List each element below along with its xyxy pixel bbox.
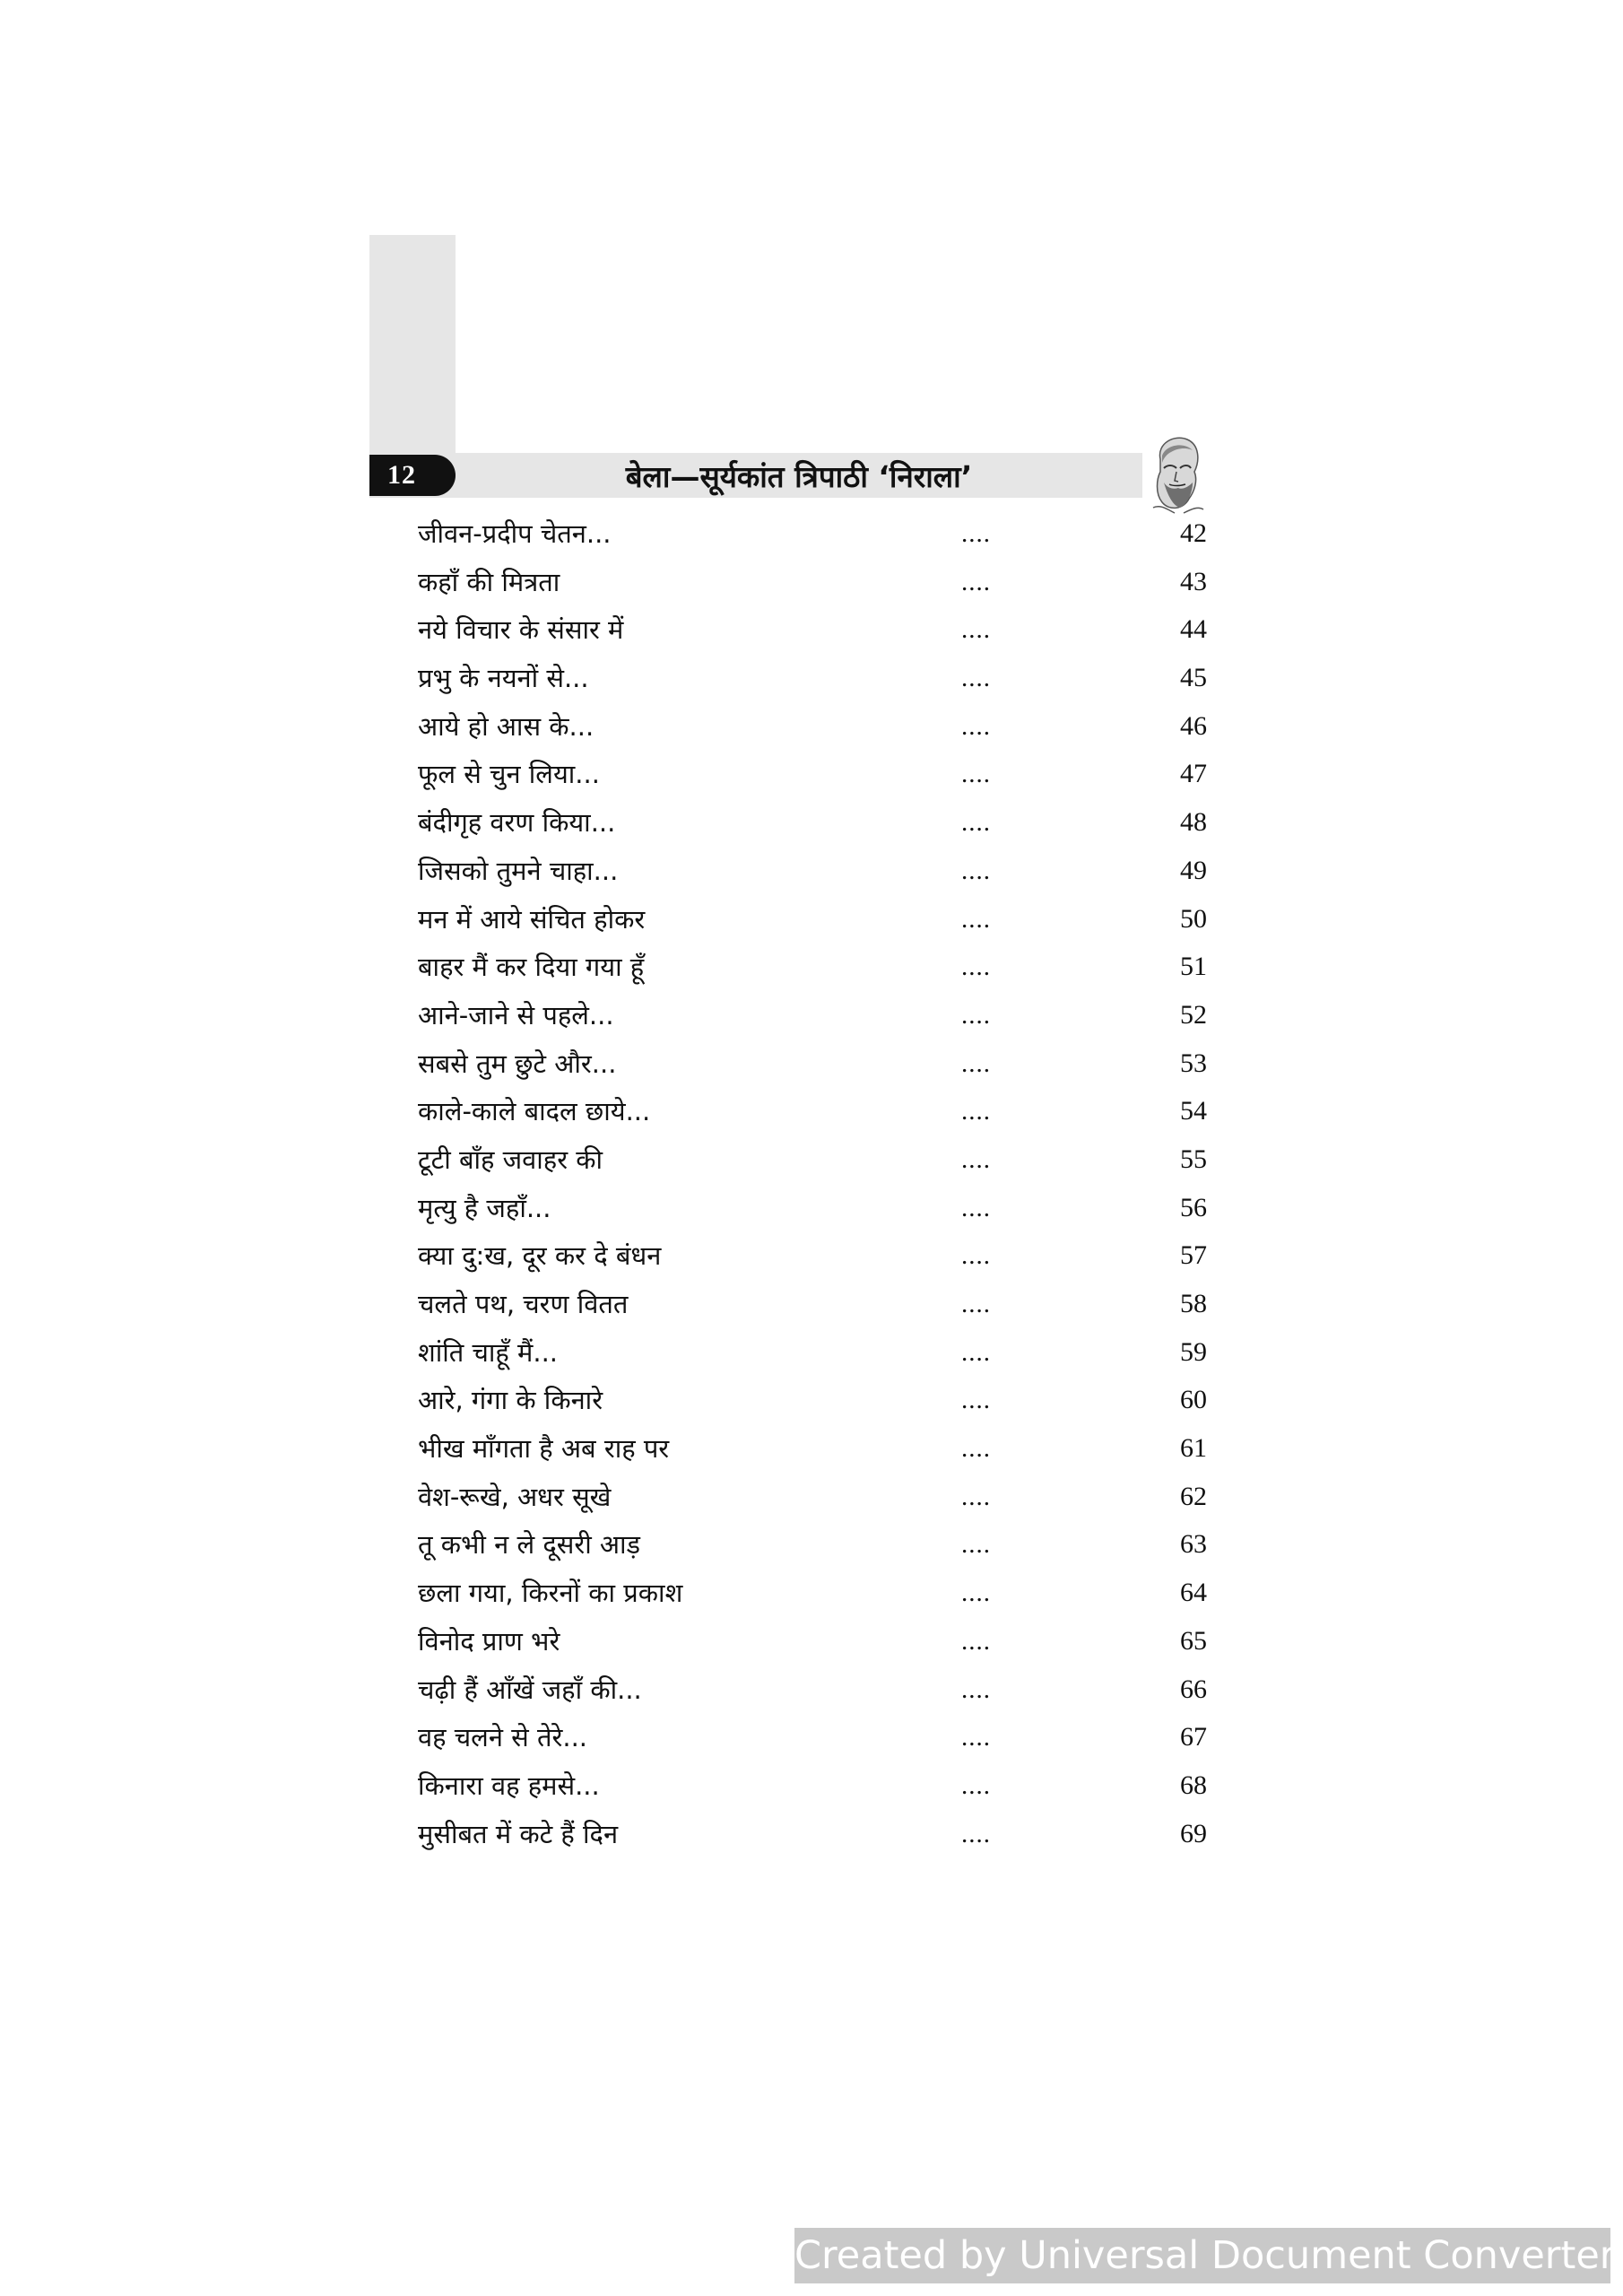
toc-row[interactable] [418,1763,1207,1812]
toc-row[interactable] [418,1041,1207,1090]
toc-leader: .... [961,1337,991,1367]
toc-title: मृत्यु है जहाँ... [418,1192,551,1223]
toc-page-number: 46 [1180,710,1207,741]
page-number: 12 [387,460,416,490]
toc-title: आरे, गंगा के किनारे [418,1385,603,1416]
toc-title: बाहर मैं कर दिया गया हूँ [418,952,645,983]
toc-title: सबसे तुम छुटे और... [418,1048,617,1079]
toc-page-number: 60 [1180,1385,1207,1415]
toc-page-number: 50 [1180,903,1207,934]
toc-row[interactable] [418,800,1207,848]
toc-row[interactable] [418,897,1207,945]
toc-leader: .... [961,1097,991,1126]
toc-row[interactable] [418,1474,1207,1523]
toc-page-number: 48 [1180,807,1207,838]
toc-leader: .... [961,1723,991,1752]
toc-row[interactable] [418,1715,1207,1763]
toc-page-number: 67 [1180,1722,1207,1752]
toc-leader: .... [961,1578,991,1608]
toc-row[interactable] [418,848,1207,897]
toc-title: शांति चाहूँ मैं... [418,1336,559,1368]
toc-page-number: 43 [1180,566,1207,596]
toc-title: छला गया, किरनों का प्रकाश [418,1578,683,1609]
toc-row[interactable] [418,993,1207,1041]
toc-leader: .... [961,664,991,693]
toc-row[interactable] [418,1233,1207,1282]
running-header-title: बेला—सूर्यकांत त्रिपाठी ‘निराला’ [625,458,973,494]
author-portrait-icon [1144,432,1207,515]
toc-page-number: 63 [1180,1529,1207,1560]
toc-row[interactable] [418,656,1207,704]
toc-row[interactable] [418,1667,1207,1716]
toc-page-number: 59 [1180,1336,1207,1367]
toc-page-number: 45 [1180,663,1207,693]
toc-leader: .... [961,1770,991,1800]
toc-leader: .... [961,856,991,885]
toc-title: आये हो आस के... [418,710,595,742]
converter-watermark: Created by Universal Document Converter [794,2228,1610,2283]
toc-title: भीख माँगता है अब राह पर [418,1433,670,1465]
toc-leader: .... [961,1000,991,1030]
toc-leader: .... [961,1386,991,1415]
toc-row[interactable] [418,1089,1207,1137]
toc-page-number: 47 [1180,759,1207,789]
toc-title: नये विचार के संसार में [418,614,624,646]
toc-title: वह चलने से तेरे... [418,1722,587,1753]
toc-row[interactable] [418,1426,1207,1474]
toc-page-number: 54 [1180,1096,1207,1126]
toc-page-number: 68 [1180,1770,1207,1800]
toc-title: चलते पथ, चरण वितत [418,1289,629,1319]
toc-leader: .... [961,1482,991,1511]
toc-leader: .... [961,519,991,548]
toc-page-number: 65 [1180,1625,1207,1656]
toc-page-number: 61 [1180,1433,1207,1464]
toc-row[interactable] [418,1812,1207,1860]
toc-page-number: 44 [1180,614,1207,645]
toc-title: जीवन-प्रदीप चेतन... [418,518,612,549]
toc-leader: .... [961,711,991,741]
toc-page-number: 62 [1180,1481,1207,1511]
toc-leader: .... [961,1290,991,1318]
toc-title: मुसीबत में कटे हैं दिन [418,1818,619,1849]
toc-row[interactable] [418,752,1207,800]
toc-title: आने-जाने से पहले... [418,999,614,1031]
toc-leader: .... [961,1434,991,1464]
toc-leader: .... [961,760,991,789]
toc-leader: .... [961,567,991,596]
toc-page-number: 56 [1180,1192,1207,1222]
side-tab-decoration [369,235,456,461]
toc-row[interactable] [418,1282,1207,1330]
toc-title: टूटी बाँह जवाहर की [418,1144,603,1175]
toc-leader: .... [961,1193,991,1222]
toc-page-number: 58 [1180,1289,1207,1318]
toc-row[interactable] [418,944,1207,993]
toc-leader: .... [961,1674,991,1704]
toc-page-number: 52 [1180,999,1207,1030]
toc-leader: .... [961,1048,991,1078]
toc-title: मन में आये संचित होकर [418,903,646,935]
toc-leader: .... [961,1241,991,1271]
toc-leader: .... [961,1530,991,1560]
toc-row[interactable] [418,1522,1207,1570]
toc-page-number: 66 [1180,1674,1207,1704]
toc-page-number: 57 [1180,1240,1207,1271]
toc-row[interactable] [418,1378,1207,1426]
toc-leader: .... [961,1144,991,1174]
table-of-contents [418,511,1207,1859]
toc-title: चढ़ी हैं आँखें जहाँ की... [418,1674,642,1705]
toc-title: प्रभु के नयनों से... [418,663,589,694]
toc-title: फूल से चुन लिया... [418,759,600,790]
toc-title: कहाँ की मित्रता [418,566,560,597]
toc-row[interactable] [418,1330,1207,1378]
toc-row[interactable] [418,607,1207,656]
toc-page-number: 64 [1180,1578,1207,1608]
toc-row[interactable] [418,560,1207,608]
toc-row[interactable] [418,1137,1207,1186]
toc-page-number: 55 [1180,1144,1207,1174]
toc-leader: .... [961,904,991,934]
toc-title: किनारा वह हमसे... [418,1770,600,1801]
toc-page-number: 53 [1180,1048,1207,1078]
toc-page-number: 42 [1180,518,1207,548]
toc-title: वेश-रूखे, अधर सूखे [418,1481,612,1512]
toc-leader: .... [961,615,991,645]
toc-row[interactable] [418,1186,1207,1234]
toc-title: जिसको तुमने चाहा... [418,855,619,886]
toc-title: काले-काले बादल छाये... [418,1096,651,1127]
toc-page-number: 51 [1180,952,1207,982]
toc-title: क्या दु:ख, दूर कर दे बंधन [418,1240,662,1272]
toc-title: तू कभी न ले दूसरी आड़ [418,1529,641,1561]
toc-row[interactable] [418,704,1207,752]
toc-row[interactable] [418,1570,1207,1619]
toc-leader: .... [961,952,991,982]
toc-page-number: 49 [1180,855,1207,885]
toc-title: बंदीगृह वरण किया... [418,807,616,839]
toc-page-number: 69 [1180,1818,1207,1848]
toc-title: विनोद प्राण भरे [418,1625,560,1657]
page-number-badge [369,455,456,496]
toc-leader: .... [961,1626,991,1656]
toc-row[interactable] [418,1619,1207,1667]
toc-leader: .... [961,1819,991,1848]
toc-row[interactable] [418,511,1207,560]
toc-leader: .... [961,808,991,838]
